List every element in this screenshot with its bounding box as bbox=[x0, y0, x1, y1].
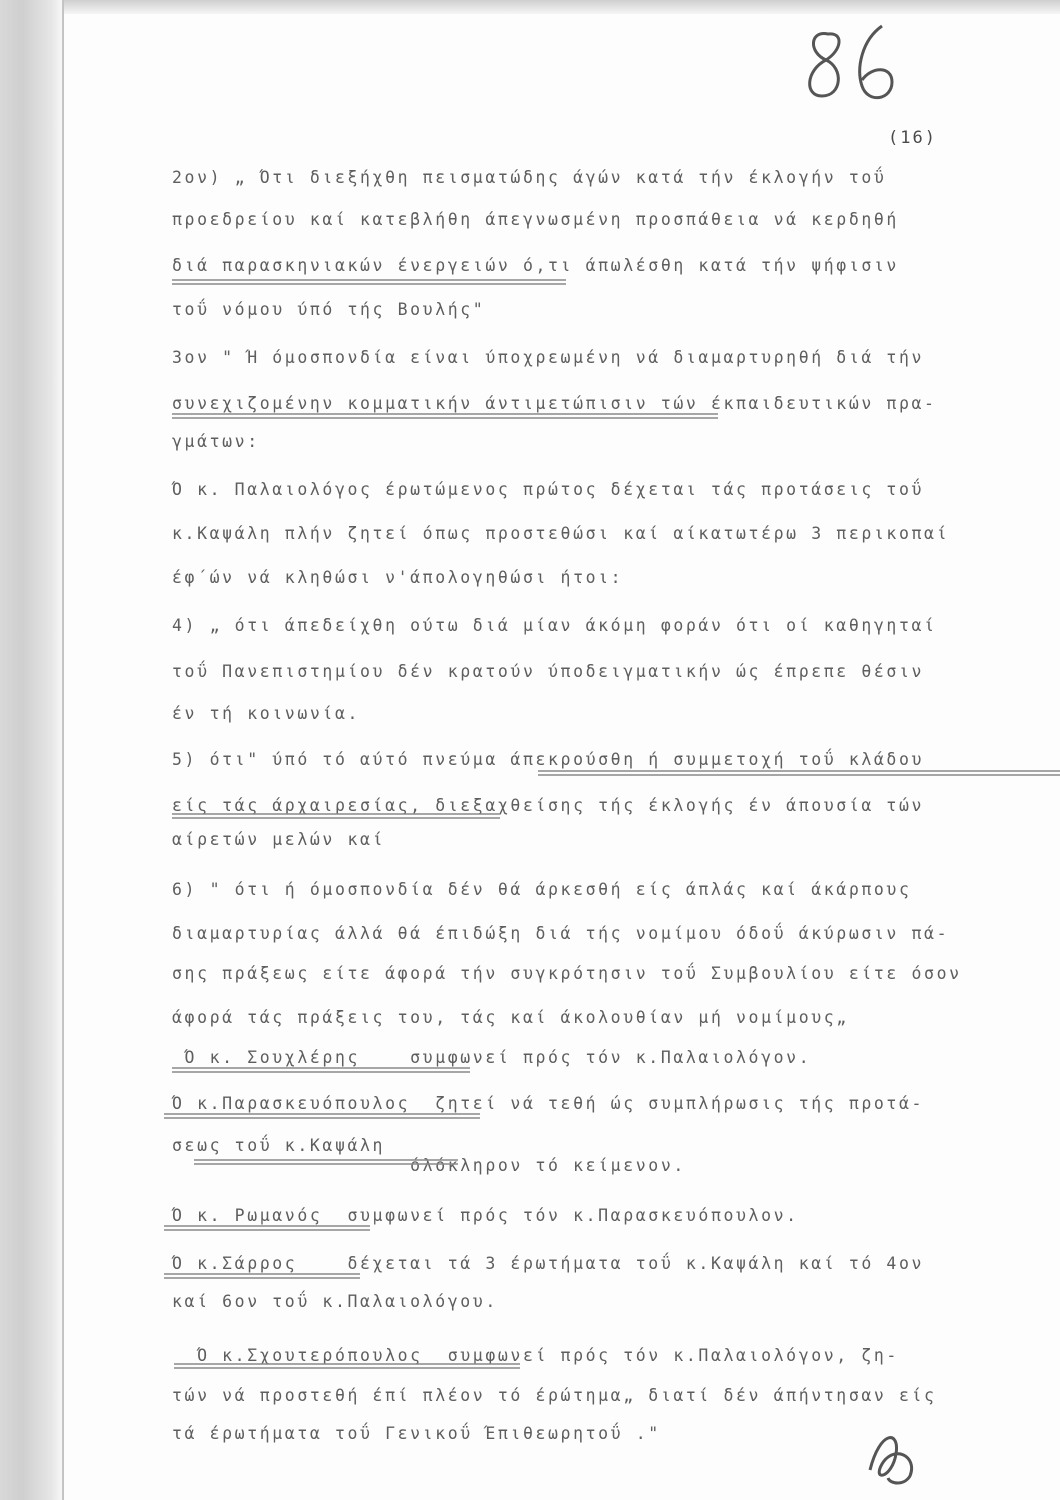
text-line-25: Ό κ. Ρωμανός συμφωνεί πρός τόν κ.Παρασκευόπουλον. bbox=[172, 1206, 799, 1225]
text-line-17: 6) " ότι ή όμοσπονδία δέν θά άρκεσθή είς άπλάς καί άκάρπους bbox=[172, 880, 912, 899]
text-line-10: έφ΄ών νά κληθώσι ν'άπολογηθώσι ήτοι: bbox=[172, 568, 624, 587]
text-line-9: κ.Καψάλη πλήν ζητεί όπως προστεθώσι καί αίκατωτέρω 3 περικοπαί bbox=[172, 524, 950, 543]
text-line-11: 4) „ ότι άπεδείχθη ούτω διά μίαν άκόμη φοράν ότι οί καθηγηταί bbox=[172, 616, 937, 635]
text-line-4: τοΰ νόμου ύπό τής Βουλής" bbox=[172, 300, 486, 319]
text-line-23: σεως τοΰ κ.Καψάλη bbox=[172, 1136, 386, 1155]
page-number: (16) bbox=[888, 128, 937, 148]
text-line-5: 3ον " Ή όμοσπονδία είναι ύποχρεωμένη νά διαμαρτυρηθή διά τήν bbox=[172, 348, 925, 367]
text-line-26: Ό κ.Σάρρος δέχεται τά 3 έρωτήματα τοΰ κ.Καψάλη καί τό 4ον bbox=[172, 1254, 925, 1273]
text-line-28: Ό κ.Σχουτερόπουλος συμφωνεί πρός τόν κ.Παλαιολόγον, ζη- bbox=[172, 1346, 899, 1365]
text-line-2: προεδρείου καί κατεβλήθη άπεγνωσμένη προσπάθεια νά κερδηθή bbox=[172, 210, 899, 229]
text-line-27: καί 6ον τοΰ κ.Παλαιολόγου. bbox=[172, 1292, 498, 1311]
text-line-30: τά έρωτήματα τοΰ Γενικοΰ Έπιθεωρητοΰ ." bbox=[172, 1424, 661, 1443]
text-line-21: Ό κ. Σουχλέρης συμφωνεί πρός τόν κ.Παλαιολόγον. bbox=[172, 1048, 812, 1067]
text-line-12: τοΰ Πανεπιστημίου δέν κρατούν ύποδειγματικήν ώς έπρεπε θέσιν bbox=[172, 662, 925, 681]
text-line-29: τών νά προστεθή έπί πλέον τό έρώτημα„ διατί δέν άπήντησαν είς bbox=[172, 1386, 937, 1405]
text-line-1: 2ον) „ Ότι διεξήχθη πεισματώδης άγών κατά τήν έκλογήν τοΰ bbox=[172, 168, 887, 187]
text-line-15: είς τάς άρχαιρεσίας, διεξαχθείσης τής έκλογής έν άπουσία τών bbox=[172, 796, 925, 815]
text-line-14: 5) ότι" ύπό τό αύτό πνεύμα άπεκρούσθη ή συμμετοχή τοΰ κλάδου bbox=[172, 750, 925, 769]
text-line-16: αίρετών μελών καί bbox=[172, 830, 386, 849]
text-line-20: άφορά τάς πράξεις του, τάς καί άκολουθίαν μή νομίμους„ bbox=[172, 1008, 849, 1027]
text-line-7: γμάτων: bbox=[172, 432, 260, 451]
text-line-3: διά παρασκηνιακών ένεργειών ό,τι άπωλέσθη κατά τήν ψήφισιν bbox=[172, 256, 899, 275]
text-line-8: Ό κ. Παλαιολόγος έρωτώμενος πρώτος δέχεται τάς προτάσεις τοΰ bbox=[172, 480, 925, 499]
text-line-19: σης πράξεως είτε άφορά τήν συγκρότησιν τοΰ Συμβουλίου είτε όσον bbox=[172, 964, 962, 983]
handwritten-signature bbox=[860, 1420, 930, 1490]
text-line-24: όλόκληρον τό κείμενον. bbox=[172, 1156, 686, 1175]
text-line-22: Ό κ.Παρασκευόπουλος ζητεί νά τεθή ώς συμπλήρωσις τής προτά- bbox=[172, 1094, 925, 1113]
text-line-18: διαμαρτυρίας άλλά θά έπιδώξη διά τής νομίμου όδοΰ άκύρωσιν πά- bbox=[172, 924, 950, 943]
text-line-6: συνεχιζομένην κομματικήν άντιμετώπισιν τών έκπαιδευτικών πρα- bbox=[172, 394, 937, 413]
text-line-13: έν τή κοινωνία. bbox=[172, 704, 361, 723]
